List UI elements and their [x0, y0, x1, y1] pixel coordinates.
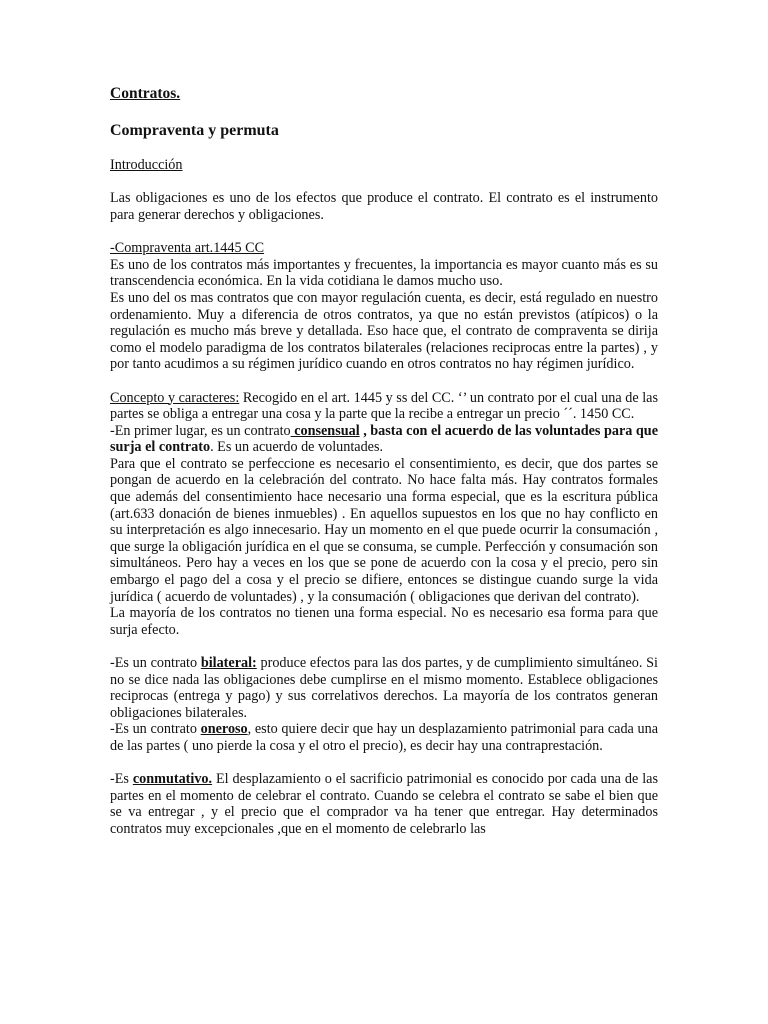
oneroso-post: , esto quiere decir que hay un desplazamiento patrimonial para cada una de las partes ( uno pierde la cosa y el otro el precio), es decir hay una contraprestación. [110, 721, 658, 754]
conmutativo-paragraph [110, 771, 658, 837]
compraventa-paragraph-2: Es uno del os mas contratos que con mayor regulación cuenta, es decir, está regulado en nuestro ordenamiento. Muy a diferencia de otros contratos, ya que no están previstos (atípicos) o la regulación es mucho más breve y detallada. Eso hace que, el contrato de compraventa se dirija como el modelo paradigma de los contratos bilaterales (relaciones reciprocas entre la partes) , y por tanto acudimos a su régimen jurídico cuando en otros contratos no hay régimen jurídico. [110, 289, 658, 373]
compraventa-heading: -Compraventa art.1445 CC [110, 240, 265, 257]
consensual-bold: , basta con el acuerdo de las voluntades para que surja el contrato [110, 422, 658, 456]
bilateral-term: bilateral: [200, 655, 257, 671]
concepto-heading: Concepto y caracteres: [110, 389, 240, 406]
document-body [110, 86, 658, 838]
compraventa-paragraph-1: Es uno de los contratos más importantes y frecuentes, la importancia es mayor cuanto más es su transcendencia económica. En la vida cotidiana le damos mucho uso. [110, 256, 658, 290]
consensual-pre: -En primer lugar, es un contrato [110, 422, 291, 439]
intro-paragraph: Las obligaciones es uno de los efectos que produce el contrato. El contrato es el instrumento para generar derechos y obligaciones. [110, 190, 658, 223]
oneroso-term: oneroso [200, 721, 248, 738]
oneroso-pre: -Es un contrato [110, 721, 201, 738]
concepto-text: Recogido en el art. 1445 y ss del CC. ‘’ un contrato por el cual una de las partes se obliga a entregar una cosa y la parte que la recibe a entregar un precio ´´. 1450 CC. [110, 389, 658, 423]
consensual-post: . Es un acuerdo de voluntades. [210, 439, 384, 456]
bilateral-post: produce efectos para las dos partes, y de cumplimiento simultáneo. Si no se dice nada las obligaciones debe cumplirse en el mismo momento. Establece obligaciones reciprocas (entrega y pago) y sus correlativos derechos. La mayoría de los contratos generan obligaciones bilaterales. [110, 655, 658, 721]
bilateral-pre: -Es un contrato [110, 655, 201, 671]
intro-heading: Introducción [110, 157, 183, 174]
concepto-paragraph [110, 390, 658, 423]
consensual-term: consensual [290, 422, 360, 439]
document-subtitle: Compraventa y permuta [110, 121, 279, 139]
document-title: Contratos. [110, 85, 181, 102]
consensual-paragraph-2: Para que el contrato se perfeccione es necesario el consentimiento, es decir, que dos partes se pongan de acuerdo en la celebración del contrato. No hace falta más. Hay contratos formales que además del consentimiento hace necesario una forma especial, que es la escritura pública (art.633 donación de bienes inmuebles) . En aquellos supuestos en los que no hay conflicto en su interpretación es algo innecesario. Hay un momento en el que puede ocurrir la consumación , que surge la obligación jurídica en el que se consuma, se cumple. Perfección y consumación son simultáneos. Pero hay a veces en los que se pone de acuerdo con la cosa y el precio, pero sin embargo el pago del a cosa y el precio se difiere, entonces se distingue cuando surge la vida jurídica ( acuerdo de voluntades) , y la consumación ( obligaciones que derivan del contrato). [110, 455, 658, 605]
consensual-paragraph [110, 423, 658, 456]
consensual-paragraph-3: La mayoría de los contratos no tienen una forma especial. No es necesario esa forma para que surja efecto. [110, 605, 658, 638]
conmutativo-pre: -Es [110, 771, 133, 788]
oneroso-paragraph [110, 721, 658, 754]
conmutativo-term: conmutativo. [132, 771, 213, 788]
conmutativo-post: El desplazamiento o el sacrificio patrimonial es conocido por cada una de las partes en el momento de celebrar el contrato. Cuando se celebra el contrato se sabe el bien que se va entregar , y el precio que el comprador va ha tener que entregar. Hay determinados contratos muy excepcionales ,que en el momento de celebrarlo las [110, 771, 658, 837]
bilateral-paragraph [110, 655, 658, 721]
